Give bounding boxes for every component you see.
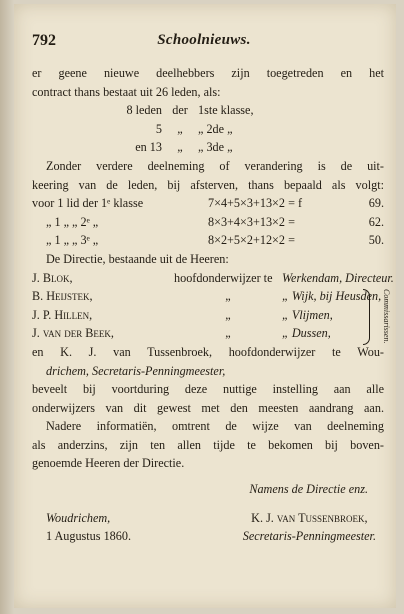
fee-amount: 62. [368, 214, 384, 229]
text-line: als anderzins, zijn ten allen tijde te bekomen bij boven- [32, 437, 384, 452]
fee-amount: 50. [368, 233, 384, 248]
signatory-name: K. J. van Tussenbroek, [251, 510, 368, 525]
class-count: 8 leden [126, 103, 162, 118]
directie-row [32, 324, 384, 343]
signature-block [32, 480, 384, 546]
directie-place: „ Dussen, [282, 326, 331, 341]
directie-name: B. Heijstek, [32, 289, 93, 304]
signature-place: Woudrichem, [46, 510, 111, 525]
signatory [243, 509, 384, 546]
directie-name: J. P. Hillen, [32, 307, 93, 322]
fee-calc: 8×3+4×3+13×2 = [208, 214, 295, 229]
directie-row [32, 269, 394, 288]
class-row [110, 120, 384, 139]
class-row [110, 138, 384, 157]
book-gutter [0, 0, 14, 614]
directie-role: hoofdonderwijzer te [174, 270, 273, 285]
signature-date: 1 Augustus 1860. [46, 529, 131, 544]
directie-list [32, 269, 394, 344]
fee-label: „ 1 „ „ 3ᵉ „ [46, 233, 99, 248]
directie-row [32, 306, 384, 325]
signatory-title: Secretaris-Penningmeester. [242, 529, 376, 544]
class-of: „ [177, 121, 183, 136]
text-line: contract thans bestaat uit 26 leden, als: [32, 84, 221, 99]
fee-calc: 7×4+5×3+13×2 = f [208, 196, 303, 211]
directie-row [32, 287, 384, 306]
directie-place: „ Wijk, bij Heusden, [282, 289, 382, 304]
directie-name: J. van der Beek, [32, 326, 114, 341]
signature-columns [32, 509, 384, 546]
place-date [32, 509, 131, 546]
fee-table [32, 194, 384, 250]
text-line: Nadere informatiën, omtrent de wijze van deelneming [46, 419, 384, 434]
text-line: genoemde Heeren der Directie. [32, 456, 185, 471]
class-of: „ [177, 140, 183, 155]
page-body [32, 64, 394, 473]
fee-calc: 8×2+5×2+12×2 = [208, 233, 295, 248]
directie-name: J. Blok, [32, 270, 73, 285]
book-page [14, 4, 396, 608]
class-name: „ 3de „ [198, 140, 233, 155]
class-count: 5 [155, 121, 162, 136]
fee-amount: 69. [368, 196, 384, 211]
text-line: beveelt bij voortduring deze nuttige instelling aan alle [32, 382, 384, 397]
text-line: De Directie, bestaande uit de Heeren: [46, 251, 229, 266]
page-header [32, 32, 376, 52]
text-line: drichem, Secretaris-Penningmeester, [46, 363, 226, 378]
text-line: en K. J. van Tussenbroek, hoofdonderwijzer te Wou- [32, 344, 384, 359]
directie-place: Werkendam, Directeur. [282, 270, 394, 285]
text-line: er geene nieuwe deelhebbers zijn toegetreden en het [32, 66, 384, 80]
fee-row [32, 213, 384, 232]
commissarissen-bracket [363, 289, 370, 345]
directie-role: „ [225, 326, 231, 341]
directie-role: „ [225, 289, 231, 304]
running-head: Schoolnieuws. [157, 32, 251, 48]
class-list [110, 101, 384, 157]
class-name: „ 2de „ [198, 121, 233, 136]
text-line: onderwijzers van dit gewest met den meesten aandrang aan. [32, 400, 384, 415]
directie-role: „ [225, 307, 231, 322]
class-count: en 13 [135, 140, 162, 155]
class-of: der [172, 103, 188, 118]
fee-row [32, 194, 384, 213]
fee-label: „ 1 „ „ 2ᵉ „ [46, 214, 99, 229]
page-number: 792 [32, 32, 56, 49]
text-line: Zonder verdere deelneming of verandering is de uit- [46, 158, 384, 173]
on-behalf-line: Namens de Directie enz. [249, 482, 368, 496]
commissarissen-note: Commissarissen. [382, 289, 391, 344]
fee-row [32, 231, 384, 250]
text-line: keering van de leden, bij afsterven, thans bepaald als volgt: [32, 177, 384, 192]
fee-label: voor 1 lid der 1ᵉ klasse [32, 196, 144, 211]
class-row [110, 101, 384, 120]
directie-place: „ Vlijmen, [282, 307, 333, 322]
class-name: 1ste klasse, [198, 103, 254, 118]
